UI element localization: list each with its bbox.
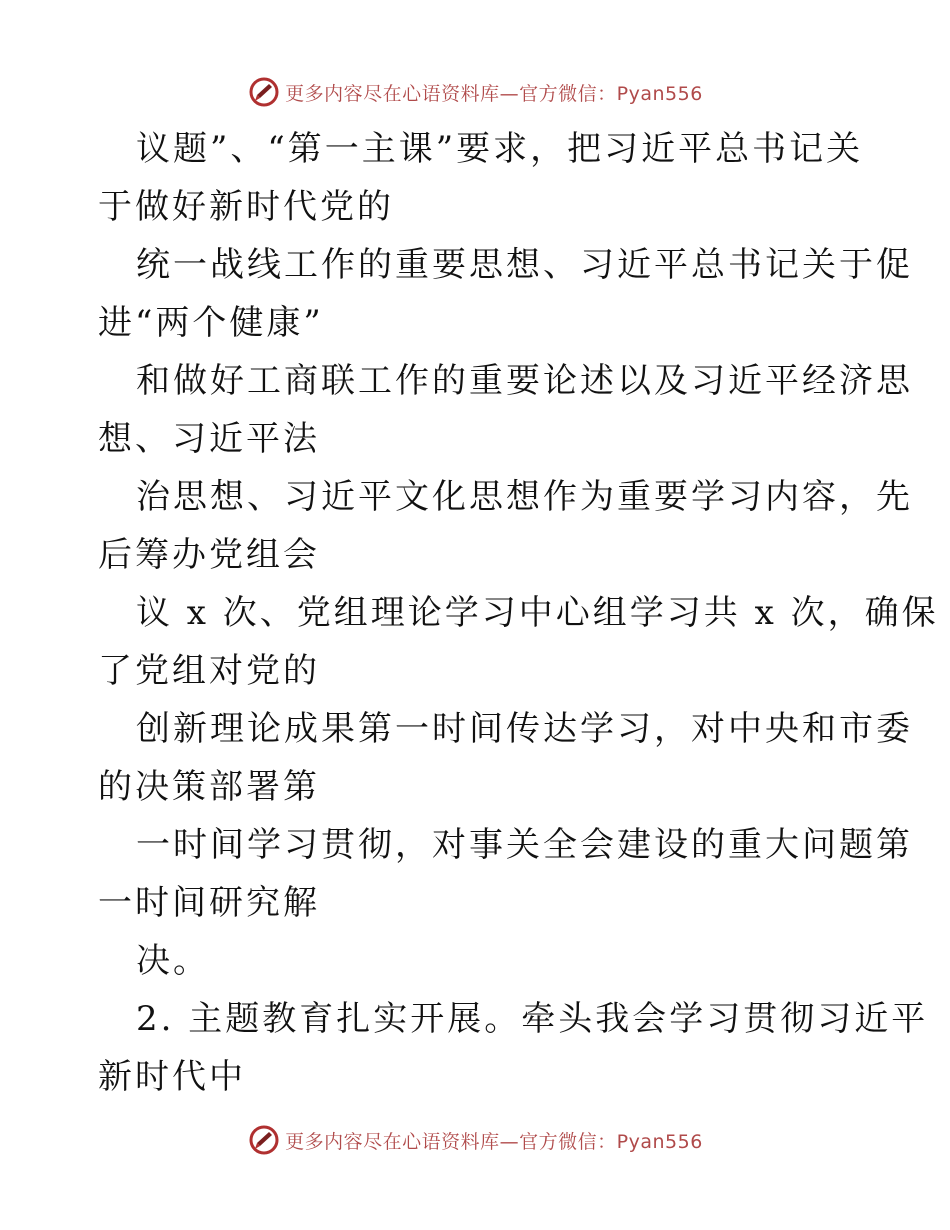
- text-line: 进“两个健康”: [98, 303, 324, 343]
- header-watermark: [0, 72, 950, 112]
- text-line: 议题”、“第一主课”要求，把习近平总书记关: [136, 129, 864, 169]
- text-line: 后筹办党组会: [98, 535, 320, 575]
- text-line: 和做好工商联工作的重要论述以及习近平经济思: [136, 361, 913, 401]
- logo-icon: [247, 75, 281, 109]
- text-line: 决。: [136, 941, 210, 981]
- footer-banner-text: 更多内容尽在心语资料库—官方微信：Pyan556: [285, 1130, 703, 1153]
- text-line: 创新理论成果第一时间传达学习，对中央和市委: [136, 709, 913, 749]
- text-line: 一时间学习贯彻，对事关全会建设的重大问题第: [136, 825, 913, 865]
- logo-icon: [247, 1123, 281, 1157]
- text-line: 了党组对党的: [98, 651, 320, 691]
- text-line: 统一战线工作的重要思想、习近平总书记关于促: [136, 245, 913, 285]
- text-line: 新时代中: [98, 1057, 246, 1097]
- text-line: 的决策部署第: [98, 767, 320, 807]
- text-line: 一时间研究解: [98, 883, 320, 923]
- text-line: 议 x 次、党组理论学习中心组学习共 x 次，确保: [136, 593, 939, 633]
- text-line: 于做好新时代党的: [98, 187, 394, 227]
- document-body: [98, 120, 939, 1106]
- text-line: 2. 主题教育扎实开展。牵头我会学习贯彻习近平: [136, 999, 929, 1039]
- text-line: 想、习近平法: [98, 419, 320, 459]
- footer-watermark: [0, 1120, 950, 1160]
- header-banner-text: 更多内容尽在心语资料库—官方微信：Pyan556: [285, 82, 703, 105]
- text-line: 治思想、习近平文化思想作为重要学习内容，先: [136, 477, 913, 517]
